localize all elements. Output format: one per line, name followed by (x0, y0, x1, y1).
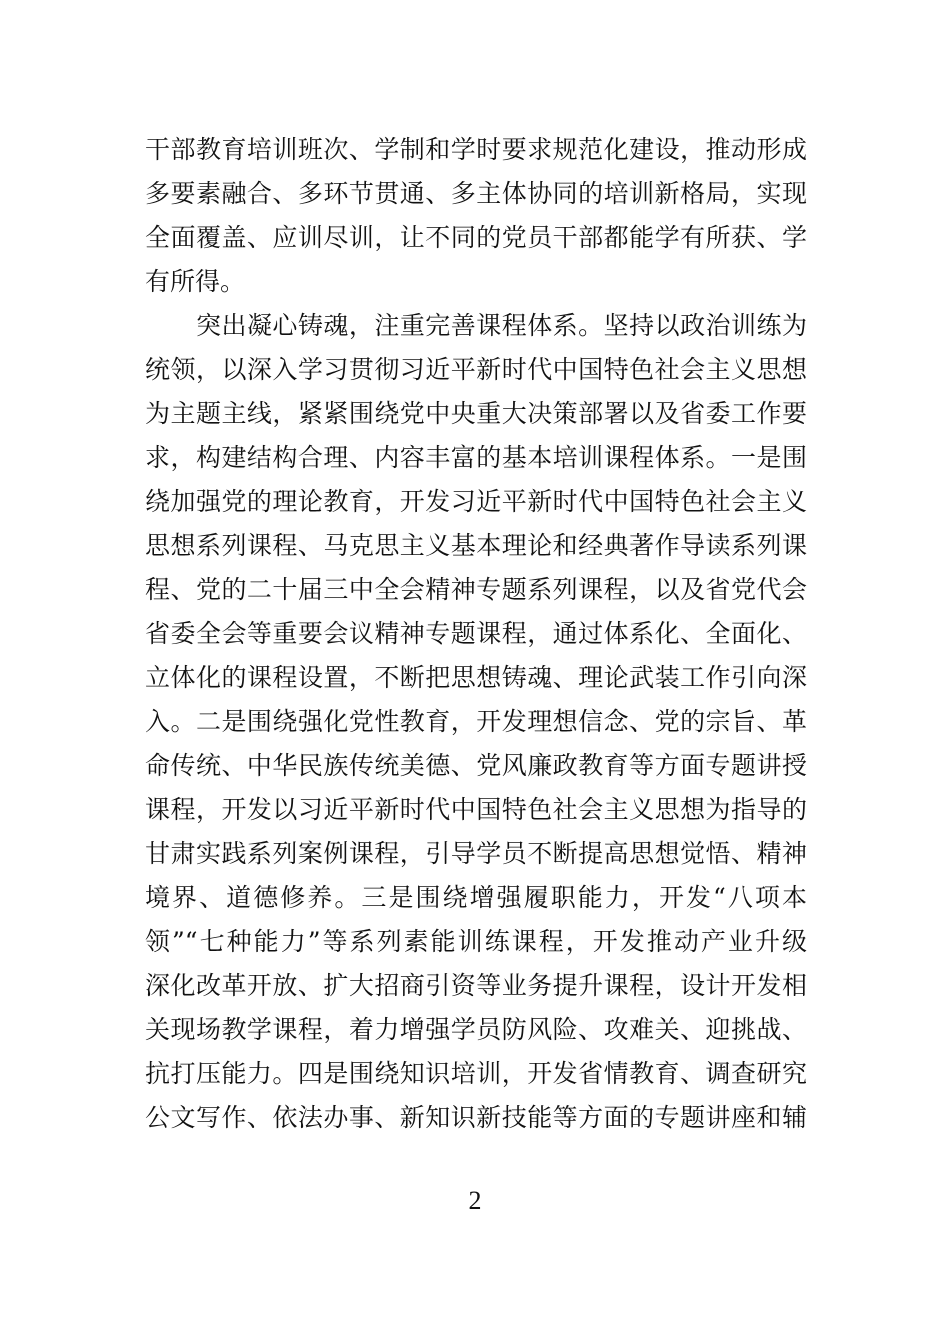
text-line: 课程，开发以习近平新时代中国特色社会主义思想为指导的 (145, 795, 807, 824)
text-line: 入。二是围绕强化党性教育，开发理想信念、党的宗旨、革 (145, 707, 807, 736)
text-line: 有所得。 (145, 267, 246, 296)
text-line: 多要素融合、多环节贯通、多主体协同的培训新格局，实现 (145, 179, 807, 208)
text-line: 立体化的课程设置，不断把思想铸魂、理论武装工作引向深 (145, 663, 807, 692)
text-line: 甘肃实践系列案例课程，引导学员不断提高思想觉悟、精神 (145, 839, 807, 868)
text-line: 为主题主线，紧紧围绕党中央重大决策部署以及省委工作要 (145, 399, 807, 428)
text-line: 领”“七种能力”等系列素能训练课程，开发推动产业升级 (145, 927, 807, 956)
text-line: 绕加强党的理论教育，开发习近平新时代中国特色社会主义 (145, 487, 807, 516)
text-line: 程、党的二十届三中全会精神专题系列课程，以及省党代会 (145, 575, 807, 604)
text-line: 命传统、中华民族传统美德、党风廉政教育等方面专题讲授 (145, 751, 807, 780)
text-line: 境界、道德修养。三是围绕增强履职能力，开发“八项本 (145, 883, 807, 912)
text-line: 深化改革开放、扩大招商引资等业务提升课程，设计开发相 (145, 971, 807, 1000)
text-line: 抗打压能力。四是围绕知识培训，开发省情教育、调查研究 (145, 1059, 807, 1088)
text-line: 思想系列课程、马克思主义基本理论和经典著作导读系列课 (145, 531, 807, 560)
text-line: 统领，以深入学习贯彻习近平新时代中国特色社会主义思想 (145, 355, 807, 384)
text-line: 公文写作、依法办事、新知识新技能等方面的专题讲座和辅 (145, 1103, 807, 1132)
text-line: 省委全会等重要会议精神专题课程，通过体系化、全面化、 (145, 619, 807, 648)
text-line: 求，构建结构合理、内容丰富的基本培训课程体系。一是围 (145, 443, 807, 472)
text-line: 关现场教学课程，着力增强学员防风险、攻难关、迎挑战、 (145, 1015, 807, 1044)
text-line: 突出凝心铸魂，注重完善课程体系。坚持以政治训练为 (196, 311, 807, 340)
text-line: 全面覆盖、应训尽训，让不同的党员干部都能学有所获、学 (145, 223, 807, 252)
text-line: 干部教育培训班次、学制和学时要求规范化建设，推动形成 (145, 135, 807, 164)
page-number: 2 (468, 1186, 482, 1215)
